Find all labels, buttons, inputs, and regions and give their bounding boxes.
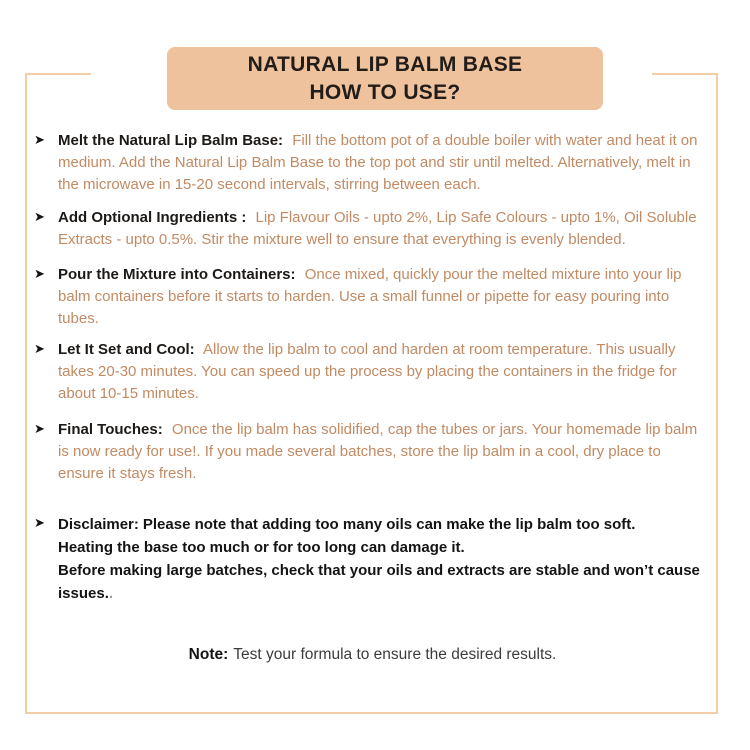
disclaimer-label: Disclaimer: (58, 516, 139, 533)
arrow-bullet-icon: ➤ (34, 342, 45, 357)
frame-right-border (716, 73, 718, 714)
faded-period: . (108, 585, 114, 602)
disclaimer-block (34, 513, 710, 605)
bottom-note (27, 644, 718, 666)
arrow-bullet-icon: ➤ (34, 422, 45, 437)
title-banner (167, 47, 603, 110)
step-body: Allow the lip balm to cool and harden at room temperature. This usually takes 20-30 minutes. You can speed up the process by placing the containers in the fridge for about 10-15 minutes. (58, 341, 677, 402)
arrow-bullet-icon: ➤ (34, 210, 45, 225)
step-label: Pour the Mixture into Containers: (58, 266, 296, 283)
step-body: Fill the bottom pot of a double boiler with water and heat it on medium. Add the Natural Lip Balm Base to the top pot and stir until melted. Alternatively, melt in the microwave in 15-20 second intervals, stirring between each. (58, 132, 698, 193)
frame-top-right-bracket (652, 73, 718, 75)
frame-top-left-bracket (25, 73, 91, 75)
arrow-bullet-icon: ➤ (34, 267, 45, 282)
step-label: Final Touches: (58, 421, 163, 438)
arrow-bullet-icon: ➤ (34, 516, 45, 531)
step-label: Let It Set and Cool: (58, 341, 195, 358)
disclaimer-line2: Heating the base too much or for too long can damage it. (58, 539, 465, 556)
step-final-touches (34, 419, 710, 485)
frame-left-border (25, 73, 27, 714)
step-body: Once mixed, quickly pour the melted mixture into your lip balm containers before it starts to harden. Use a small funnel or pipette for easy pouring into tubes. (58, 266, 682, 327)
step-body: Once the lip balm has solidified, cap the tubes or jars. Your homemade lip balm is now ready for use!. If you made several batches, store the lip balm in a cool, dry place to ensure it stays fresh. (58, 421, 698, 482)
note-text: Test your formula to ensure the desired results. (233, 646, 557, 663)
note-label: Note: (188, 646, 229, 663)
step-add-ingredients (34, 207, 710, 251)
disclaimer-line3: Before making large batches, check that your oils and extracts are stable and won’t cause issues.. (58, 562, 700, 602)
step-body: Lip Flavour Oils - upto 2%, Lip Safe Colours - upto 1%, Oil Soluble Extracts - upto 0.5%. Stir the mixture well to ensure that everything is evenly blended. (58, 209, 697, 248)
arrow-bullet-icon: ➤ (34, 133, 45, 148)
step-pour-mixture (34, 264, 710, 330)
step-label: Melt the Natural Lip Balm Base: (58, 132, 284, 149)
disclaimer-line1: Please note that adding too many oils can make the lip balm too soft. (142, 516, 636, 533)
step-set-and-cool (34, 339, 710, 405)
page-title-line1: NATURAL LIP BALM BASE (247, 52, 523, 76)
page-title-line2: HOW TO USE? (309, 80, 461, 104)
step-label: Add Optional Ingredients : (58, 209, 247, 226)
frame-bottom-border (25, 712, 718, 714)
step-melt-base (34, 130, 710, 196)
